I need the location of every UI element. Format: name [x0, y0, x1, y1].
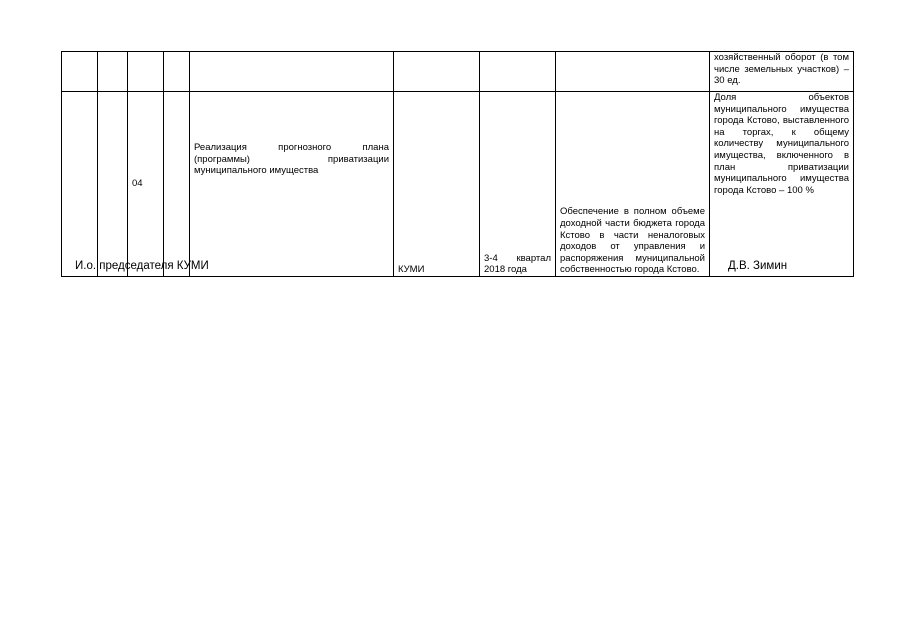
period-cell: 3-4 квартал 2018 года	[480, 92, 556, 277]
indicator-cell: хозяйственный оборот (в том числе земельных участков) – 30 ед.	[710, 52, 854, 92]
department-label: КУМИ	[398, 264, 425, 276]
table-cell	[128, 52, 164, 92]
table-cell	[98, 52, 128, 92]
table-row	[62, 92, 854, 277]
signatory-position: И.о. председателя КУМИ	[75, 260, 209, 272]
measures-table	[61, 51, 854, 277]
table-cell	[190, 52, 394, 92]
table-cell	[394, 52, 480, 92]
department-cell	[394, 92, 480, 277]
table-cell	[62, 52, 98, 92]
table-cell	[62, 92, 98, 277]
table-cell	[164, 52, 190, 92]
table-cell	[480, 52, 556, 92]
expected-result-cell: Обеспечение в полном объеме доходной части бюджета города Кстово в части неналоговых доходов от управления и распоряжения муниципальной собственностью города Кстово.	[556, 92, 710, 277]
table-cell	[98, 92, 128, 277]
code-cell: 04	[128, 92, 164, 277]
signatory-name: Д.В. Зимин	[728, 260, 788, 272]
indicator-cell: Доля объектов муниципального имущества города Кстово, выставленного на торгах, к общему количеству муниципального имущества, включенного в план приватизации муниципального имущества города Кстово – 100 %	[710, 92, 854, 277]
table-cell	[556, 52, 710, 92]
table-row-continued	[62, 52, 854, 92]
measure-name-cell: Реализация прогнозного плана (программы) приватизации муниципального имущества	[190, 92, 394, 277]
table-cell	[164, 92, 190, 277]
